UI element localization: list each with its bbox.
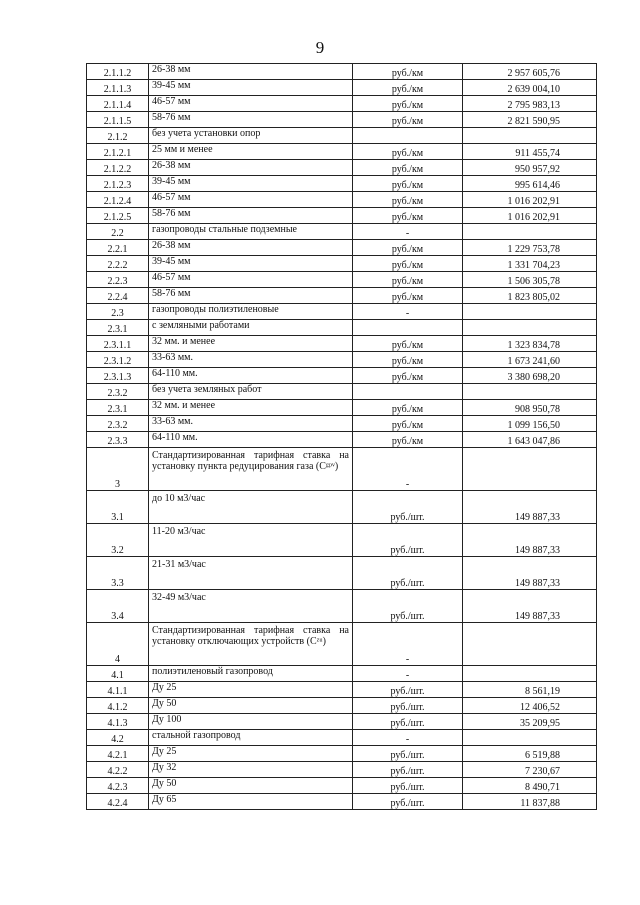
table-row [87,730,597,746]
table-row [87,491,597,524]
row-unit-cell: руб./км [353,112,463,128]
row-amount-cell: 950 957,92 [463,160,597,176]
row-amount-cell: 1 643 047,86 [463,432,597,448]
row-unit-cell: - [353,666,463,682]
table-row [87,352,597,368]
row-amount-cell: 7 230,67 [463,762,597,778]
row-name-cell: без учета земляных работ [149,384,353,400]
row-unit-cell: руб./км [353,240,463,256]
row-amount-cell: 8 490,71 [463,778,597,794]
row-unit-cell: руб./шт. [353,682,463,698]
row-unit-cell: руб./км [353,368,463,384]
row-amount-cell: 35 209,95 [463,714,597,730]
row-unit-cell: - [353,448,463,491]
row-code-cell: 3.3 [87,557,149,590]
row-unit-cell: руб./шт. [353,762,463,778]
row-name-cell: 39-45 мм [149,256,353,272]
row-amount-cell: 2 639 004,10 [463,80,597,96]
row-code-cell: 2.1.1.5 [87,112,149,128]
row-code-cell: 2.2.4 [87,288,149,304]
row-code-cell: 4.1 [87,666,149,682]
row-amount-cell [463,304,597,320]
row-unit-cell: руб./шт. [353,491,463,524]
row-amount-cell [463,320,597,336]
row-amount-cell: 911 455,74 [463,144,597,160]
table-row [87,714,597,730]
row-name-cell: 46-57 мм [149,96,353,112]
row-code-cell: 2.1.2.5 [87,208,149,224]
row-code-cell: 2.1.1.2 [87,64,149,80]
table-row [87,590,597,623]
tariff-table-body [87,64,597,810]
table-row [87,272,597,288]
row-unit-cell: - [353,224,463,240]
row-code-cell: 3.1 [87,491,149,524]
table-row [87,144,597,160]
row-name-cell: 32-49 м3/час [149,590,353,623]
table-row [87,208,597,224]
row-code-cell: 2.2.1 [87,240,149,256]
row-amount-cell: 1 229 753,78 [463,240,597,256]
row-name-cell: 39-45 мм [149,80,353,96]
row-unit-cell: руб./шт. [353,557,463,590]
row-unit-cell: - [353,730,463,746]
table-row [87,623,597,666]
row-amount-cell: 1 506 305,78 [463,272,597,288]
row-name-cell: без учета установки опор [149,128,353,144]
row-code-cell: 4.2 [87,730,149,746]
table-row [87,432,597,448]
row-amount-cell: 149 887,33 [463,524,597,557]
tariff-table [86,63,597,810]
row-unit-cell: руб./шт. [353,524,463,557]
row-code-cell: 4.2.1 [87,746,149,762]
row-name-cell: 33-63 мм. [149,416,353,432]
table-row [87,336,597,352]
row-amount-cell: 149 887,33 [463,491,597,524]
row-amount-cell: 3 380 698,20 [463,368,597,384]
table-row [87,666,597,682]
row-amount-cell: 6 519,88 [463,746,597,762]
row-unit-cell: руб./км [353,176,463,192]
row-code-cell: 2.3.1.2 [87,352,149,368]
table-row [87,160,597,176]
row-unit-cell: руб./шт. [353,778,463,794]
row-amount-cell: 1 331 704,23 [463,256,597,272]
row-code-cell: 3.2 [87,524,149,557]
row-amount-cell: 12 406,52 [463,698,597,714]
row-name-cell: 26-38 мм [149,64,353,80]
row-name-cell: Стандартизированная тарифная ставка на установку отключающих устройств (Сᶻᵘ) [149,623,353,666]
row-code-cell: 4.1.2 [87,698,149,714]
row-amount-cell: 1 323 834,78 [463,336,597,352]
row-unit-cell: руб./км [353,432,463,448]
row-amount-cell: 2 795 983,13 [463,96,597,112]
row-amount-cell: 2 821 590,95 [463,112,597,128]
table-row [87,698,597,714]
row-amount-cell: 8 561,19 [463,682,597,698]
row-unit-cell [353,128,463,144]
row-unit-cell: руб./км [353,96,463,112]
table-row [87,416,597,432]
row-unit-cell: руб./км [353,272,463,288]
row-unit-cell [353,384,463,400]
table-row [87,304,597,320]
table-row [87,176,597,192]
row-name-cell: полиэтиленовый газопровод [149,666,353,682]
row-name-cell: 11-20 м3/час [149,524,353,557]
row-amount-cell: 1 016 202,91 [463,208,597,224]
page-number: 9 [315,38,325,57]
row-name-cell: 64-110 мм. [149,432,353,448]
row-code-cell: 2.2.2 [87,256,149,272]
row-name-cell: до 10 м3/час [149,491,353,524]
row-name-cell: 64-110 мм. [149,368,353,384]
table-row [87,288,597,304]
row-code-cell: 2.3 [87,304,149,320]
row-unit-cell: руб./км [353,160,463,176]
row-unit-cell: - [353,623,463,666]
row-code-cell: 4.2.3 [87,778,149,794]
row-amount-cell [463,448,597,491]
table-row [87,64,597,80]
row-unit-cell: руб./шт. [353,794,463,810]
row-amount-cell [463,666,597,682]
row-code-cell: 2.3.3 [87,432,149,448]
row-name-cell: 26-38 мм [149,160,353,176]
row-amount-cell: 149 887,33 [463,557,597,590]
row-name-cell: 32 мм. и менее [149,400,353,416]
row-amount-cell: 1 673 241,60 [463,352,597,368]
table-row [87,96,597,112]
table-row [87,557,597,590]
row-code-cell: 2.3.2 [87,416,149,432]
row-name-cell: 46-57 мм [149,192,353,208]
table-row [87,448,597,491]
row-code-cell: 3.4 [87,590,149,623]
row-name-cell: Ду 100 [149,714,353,730]
row-unit-cell: руб./км [353,288,463,304]
row-name-cell: 21-31 м3/час [149,557,353,590]
table-row [87,256,597,272]
row-code-cell: 4.1.3 [87,714,149,730]
row-name-cell: 58-76 мм [149,208,353,224]
table-row [87,400,597,416]
row-code-cell: 2.3.1 [87,320,149,336]
row-unit-cell: руб./км [353,256,463,272]
row-unit-cell: руб./шт. [353,698,463,714]
row-code-cell: 2.1.2.1 [87,144,149,160]
table-row [87,240,597,256]
table-row [87,778,597,794]
row-amount-cell: 1 016 202,91 [463,192,597,208]
row-name-cell: Ду 50 [149,778,353,794]
table-row [87,112,597,128]
table-row [87,224,597,240]
row-code-cell: 4 [87,623,149,666]
row-unit-cell: руб./км [353,64,463,80]
row-name-cell: 58-76 мм [149,112,353,128]
row-name-cell: 58-76 мм [149,288,353,304]
table-row [87,320,597,336]
row-name-cell: 25 мм и менее [149,144,353,160]
row-name-cell: Стандартизированная тарифная ставка на установку пункта редуцирования газа (Сᵍᵖᵛ) [149,448,353,491]
row-unit-cell: руб./км [353,352,463,368]
row-amount-cell: 908 950,78 [463,400,597,416]
row-name-cell: 33-63 мм. [149,352,353,368]
row-name-cell: Ду 25 [149,682,353,698]
row-code-cell: 4.2.2 [87,762,149,778]
row-name-cell: 32 мм. и менее [149,336,353,352]
row-name-cell: газопроводы стальные подземные [149,224,353,240]
row-code-cell: 2.2.3 [87,272,149,288]
row-code-cell: 3 [87,448,149,491]
table-row [87,192,597,208]
table-row [87,128,597,144]
row-code-cell: 2.3.1 [87,400,149,416]
row-code-cell: 2.1.2.3 [87,176,149,192]
row-amount-cell: 2 957 605,76 [463,64,597,80]
row-unit-cell: руб./шт. [353,746,463,762]
row-name-cell: Ду 32 [149,762,353,778]
row-code-cell: 2.1.2.2 [87,160,149,176]
table-row [87,368,597,384]
row-unit-cell: руб./км [353,400,463,416]
table-row [87,384,597,400]
row-unit-cell: руб./шт. [353,590,463,623]
row-name-cell: 46-57 мм [149,272,353,288]
row-unit-cell: руб./км [353,144,463,160]
row-amount-cell [463,224,597,240]
table-row [87,794,597,810]
row-name-cell: Ду 25 [149,746,353,762]
row-amount-cell: 995 614,46 [463,176,597,192]
row-amount-cell [463,623,597,666]
table-row [87,682,597,698]
row-amount-cell: 1 099 156,50 [463,416,597,432]
row-amount-cell: 11 837,88 [463,794,597,810]
table-row [87,762,597,778]
row-amount-cell [463,384,597,400]
row-unit-cell [353,320,463,336]
table-row [87,80,597,96]
row-unit-cell: руб./км [353,416,463,432]
row-amount-cell [463,128,597,144]
row-amount-cell [463,730,597,746]
row-code-cell: 4.2.4 [87,794,149,810]
row-unit-cell: руб./км [353,80,463,96]
row-code-cell: 2.1.2 [87,128,149,144]
row-code-cell: 2.3.1.3 [87,368,149,384]
row-name-cell: газопроводы полиэтиленовые [149,304,353,320]
row-code-cell: 2.1.1.3 [87,80,149,96]
row-code-cell: 2.3.1.1 [87,336,149,352]
row-amount-cell: 149 887,33 [463,590,597,623]
row-unit-cell: руб./км [353,336,463,352]
row-unit-cell: руб./км [353,192,463,208]
row-code-cell: 2.1.2.4 [87,192,149,208]
row-name-cell: стальной газопровод [149,730,353,746]
row-name-cell: Ду 65 [149,794,353,810]
row-unit-cell: руб./шт. [353,714,463,730]
row-name-cell: с земляными работами [149,320,353,336]
row-name-cell: 39-45 мм [149,176,353,192]
row-name-cell: Ду 50 [149,698,353,714]
row-code-cell: 2.2 [87,224,149,240]
row-code-cell: 2.1.1.4 [87,96,149,112]
table-row [87,746,597,762]
row-name-cell: 26-38 мм [149,240,353,256]
row-code-cell: 4.1.1 [87,682,149,698]
row-unit-cell: - [353,304,463,320]
table-row [87,524,597,557]
row-unit-cell: руб./км [353,208,463,224]
row-code-cell: 2.3.2 [87,384,149,400]
row-amount-cell: 1 823 805,02 [463,288,597,304]
